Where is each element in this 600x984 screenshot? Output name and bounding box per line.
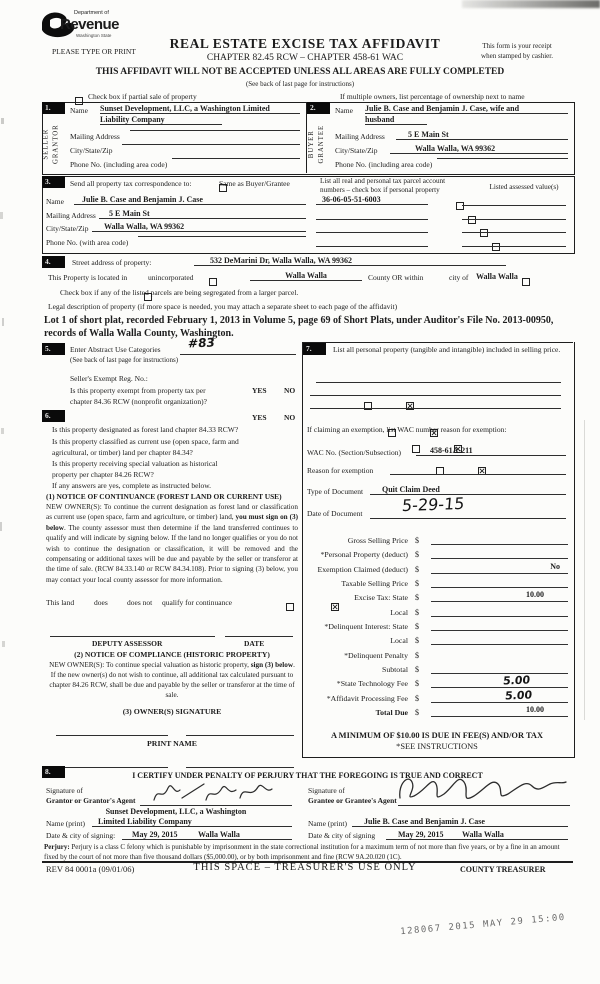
see-back-note: (See back of last page for instructions) xyxy=(245,80,355,88)
fee-label: Excise Tax: State xyxy=(354,593,408,602)
dollar-sign: $ xyxy=(415,608,419,617)
this-land-label: This land xyxy=(46,598,75,607)
dollar-sign: $ xyxy=(415,536,419,545)
scan-streak xyxy=(584,420,585,720)
fee-value-handwritten: 5.00 xyxy=(504,688,533,703)
seller-name-value-line1: Sunset Development, LLC, a Washington Limited xyxy=(100,104,300,114)
grantor-city-value: Walla Walla xyxy=(198,830,240,839)
same-as-label: Same as Buyer/Grantee xyxy=(219,179,290,188)
fee-value xyxy=(431,689,568,703)
scan-mark xyxy=(0,522,2,531)
fee-row-gross xyxy=(306,533,568,545)
buyer-mailing-label: Mailing Address xyxy=(335,132,385,141)
multiple-owners-note: If multiple owners, list percentage of ownership next to name xyxy=(340,92,525,101)
owner-signature-line-2[interactable] xyxy=(186,725,294,736)
section5-number: 5. xyxy=(42,343,65,355)
certify-statement: I CERTIFY UNDER PENALTY OF PERJURY THAT THE FOREGOING IS TRUE AND CORRECT xyxy=(132,771,483,780)
exempt-q-line1: Is this property exempt from property tax per xyxy=(70,386,206,395)
deputy-assessor-signature-line[interactable] xyxy=(50,626,215,637)
dollar-sign: $ xyxy=(415,565,419,574)
personal-property-line-2[interactable] xyxy=(310,385,561,396)
seller-name-label: Name xyxy=(70,106,88,115)
assessed-value-line-3[interactable] xyxy=(462,222,566,233)
please-type-label: PLEASE TYPE OR PRINT xyxy=(52,47,136,56)
land-does-checkbox[interactable] xyxy=(286,603,294,611)
s3-city-value: Walla Walla, WA 99362 xyxy=(92,222,306,232)
minimum-due-line1: A MINIMUM OF $10.00 IS DUE IN FEE(S) AND/OR TAX xyxy=(330,731,544,740)
section7-number: 7. xyxy=(303,343,326,355)
s5-yes-label: YES xyxy=(252,386,267,395)
city-of-label: city of xyxy=(449,273,469,282)
logo-state-text: Washington State xyxy=(76,33,112,38)
fee-row-delinquent-penalty xyxy=(306,648,568,660)
dollar-sign: $ xyxy=(415,651,419,660)
abstract-use-value: #83 xyxy=(187,335,216,351)
receipt-note-line2: when stamped by cashier. xyxy=(481,52,553,60)
fee-value[interactable] xyxy=(431,619,568,631)
fee-label: Exemption Claimed (deduct) xyxy=(317,565,408,574)
buyer-phone-value[interactable] xyxy=(437,158,568,159)
dollar-sign: $ xyxy=(415,679,419,688)
unincorporated-checkbox[interactable] xyxy=(209,278,217,286)
dollar-sign: $ xyxy=(415,622,419,631)
grantee-city-value: Walla Walla xyxy=(462,830,504,839)
s3-name-value: Julie B. Case and Benjamin J. Case xyxy=(74,195,306,205)
grantee-signature xyxy=(392,770,572,806)
logo-revenue-text: Revenue xyxy=(60,16,120,33)
dollar-sign: $ xyxy=(415,694,419,703)
seller-mailing-value[interactable] xyxy=(130,130,300,131)
buyer-city-label: City/State/Zip xyxy=(335,146,378,155)
grantor-sig-label-line2: Grantor or Grantor's Agent xyxy=(46,796,136,805)
doc-date-line[interactable] xyxy=(370,507,566,519)
doc-date-value: 5-29-15 xyxy=(401,493,466,516)
dollar-sign: $ xyxy=(415,665,419,674)
grantor-date-label: Date & city of signing: xyxy=(46,831,116,840)
fee-row-excise-local xyxy=(306,605,568,617)
reason-exemption-line[interactable] xyxy=(390,464,566,475)
fee-value[interactable] xyxy=(431,605,568,617)
fee-value: 10.00 xyxy=(431,705,568,717)
dollar-sign: $ xyxy=(415,593,419,602)
owners-signature-title: (3) OWNER(S) SIGNATURE xyxy=(122,707,222,716)
personal-property-label: List all personal property (tangible and intangible) included in selling price. xyxy=(333,345,561,354)
section6-number: 6. xyxy=(42,410,65,422)
fee-row-affidavit-processing xyxy=(306,688,568,703)
scan-smudge-top-right xyxy=(462,0,600,8)
grantee-sig-label-line2: Grantee or Grantee's Agent xyxy=(308,796,397,805)
assessed-header: Listed assessed value(s) xyxy=(489,183,559,191)
street-address-value: 532 DeMarini Dr, Walla Walla, WA 99362 xyxy=(194,256,506,266)
s5-see-back: (See back of last page for instructions) xyxy=(70,356,179,364)
seller-phone-value[interactable] xyxy=(172,158,300,159)
county-or-label: County OR within xyxy=(368,273,424,282)
s6-q3-line1: Is this property receiving special valuation as historical xyxy=(52,459,218,468)
form-subtitle: CHAPTER 82.45 RCW – CHAPTER 458-61 WAC xyxy=(206,53,404,63)
notice1-bold: you must sign on (3) below xyxy=(46,513,298,532)
fee-label: *Personal Property (deduct) xyxy=(320,550,408,559)
section7-box-top xyxy=(302,342,573,343)
legal-description-value: Lot 1 of short plat, recorded February 1, 2013 in Volume 5, page 69 of Short Plats, under Auditor's File No. 2013-00950, records of Walla Walla County, Washington. xyxy=(44,315,554,339)
scan-mark xyxy=(2,318,4,326)
parcel-header: List all real and personal tax parcel account numbers – check box if personal property xyxy=(320,177,446,194)
buyer-phone-label: Phone No. (including area code) xyxy=(335,160,433,169)
buyer-name-value-line1: Julie B. Case and Benjamin J. Case, wife and xyxy=(365,104,568,114)
scan-mark xyxy=(1,428,4,434)
parcel-number-1: 36-06-05-51-6003 xyxy=(316,195,428,205)
receipt-note-line1: This form is your receipt xyxy=(482,42,552,50)
owner-signature-line-1[interactable] xyxy=(56,725,168,736)
scan-mark xyxy=(2,641,5,647)
section8-number: 8. xyxy=(42,766,65,778)
owner-print-line-2[interactable] xyxy=(186,757,294,768)
fee-label: Local xyxy=(390,608,408,617)
partial-sale-label: Check box if partial sale of property xyxy=(88,92,197,101)
fee-value[interactable] xyxy=(431,533,568,545)
seller-city-value[interactable] xyxy=(122,144,300,145)
exemption-note: If claiming an exemption, list WAC number reason for exemption: xyxy=(307,425,507,434)
fee-row-total-due xyxy=(306,705,568,717)
assessed-value-line-2[interactable] xyxy=(462,209,566,220)
abstract-use-label: Enter Abstract Use Categories xyxy=(70,345,161,354)
seller-side-line1: SELLER xyxy=(42,128,50,160)
unincorporated-label: unincorporated xyxy=(148,273,194,282)
fee-row-excise-state xyxy=(306,590,568,602)
s3-mailing-label: Mailing Address xyxy=(46,211,96,220)
wac-label: WAC No. (Section/Subsection) xyxy=(307,448,401,457)
seller-phone-label: Phone No. (including area code) xyxy=(70,160,168,169)
grantor-name-print-label: Name (print) xyxy=(46,819,85,828)
fee-label: Gross Selling Price xyxy=(347,536,408,545)
section3-number: 3. xyxy=(42,176,65,188)
buyer-side-line2: GRANTEE xyxy=(318,124,325,164)
buyer-name-label: Name xyxy=(335,106,353,115)
s5-no-label: NO xyxy=(284,386,296,395)
assessed-value-line-4[interactable] xyxy=(462,236,566,247)
buyer-name-value-line2: husband xyxy=(365,115,427,125)
fee-value[interactable] xyxy=(431,576,568,588)
assessed-value-line-1[interactable] xyxy=(462,195,566,206)
fee-label: Total Due xyxy=(375,708,408,717)
notice1-post: . The county assessor must then determine if the land transferred continues to qualify and will indicate by signing below. If the land no longer qualifies or you do not wish to continue the designation or classification, it will be removed and the compensating or additional taxes will be due and payable by the seller or transferor at the time of sale. (RCW 84.33.140 or RCW 84.34.108). Prior to signing (3) below, you may contact your local county assessor for more information. xyxy=(46,523,298,584)
section2-number: 2. xyxy=(307,102,330,114)
county-treasurer-label: COUNTY TREASURER xyxy=(460,865,546,874)
fee-row-delinquent-interest-state xyxy=(306,619,568,631)
does-label: does xyxy=(94,598,108,607)
qualify-label: qualify for continuance xyxy=(162,598,232,607)
perjury-text: Perjury is a class C felony which is punishable by imprisonment in the state correctional institution for a maximum term of not more than five years, or by a fine in an amount fixed by the court of not more than five thousand dollars ($5,000.00), or by both imprisonment and fine (RCW 9A.20.020 (1C). xyxy=(44,843,560,861)
buyer-city-value: Walla Walla, WA 99362 xyxy=(390,144,568,154)
wac-value: 458-61A-211 xyxy=(416,446,566,456)
exempt-reg-label: Seller's Exempt Reg. No.: xyxy=(70,374,148,383)
fee-label: Subtotal xyxy=(382,665,408,674)
s6-q2-line1: Is this property classified as current use (open space, farm and xyxy=(52,437,239,446)
perjury-bold: Perjury: xyxy=(44,843,70,851)
fee-row-taxable xyxy=(306,576,568,588)
seller-city-label: City/State/Zip xyxy=(70,146,113,155)
grantor-sig-label-line1: Signature of xyxy=(46,786,83,795)
scan-mark xyxy=(1,118,4,124)
owner-print-line-1[interactable] xyxy=(56,757,168,768)
notice2-bold: sign (3) below xyxy=(250,661,294,669)
county-value: Walla Walla xyxy=(250,271,362,281)
s3-phone-label: Phone No. (with area code) xyxy=(46,238,129,247)
grantee-date-value: May 29, 2015 xyxy=(398,830,444,839)
s6-no-label: NO xyxy=(284,413,296,422)
perjury-note xyxy=(44,843,572,862)
grantee-date-label: Date & city of signing xyxy=(308,831,376,840)
form-warning: THIS AFFIDAVIT WILL NOT BE ACCEPTED UNLESS ALL AREAS ARE FULLY COMPLETED xyxy=(95,67,505,77)
fee-value[interactable] xyxy=(431,662,568,674)
notice2-post: . If the new owner(s) do not wish to continue, all additional tax calculated pursuant to chapter 84.26 RCW, shall be due and payable by the seller or transferor at the time of sale. xyxy=(49,661,295,699)
deputy-date-line[interactable] xyxy=(225,626,293,637)
segregated-label: Check box if any of the listed parcels are being segregated from a larger parcel. xyxy=(60,288,299,297)
seller-name-value-line2: Liability Company xyxy=(100,115,222,125)
grantee-sig-label-line1: Signature of xyxy=(308,786,345,795)
notice2-body xyxy=(46,660,298,700)
grantee-name-print-label: Name (print) xyxy=(308,819,347,828)
s6-q1: Is this property designated as forest land chapter 84.33 RCW? xyxy=(52,425,239,434)
fee-value[interactable] xyxy=(431,649,568,660)
notice1-body xyxy=(46,502,298,585)
s6-any-yes-note: If any answers are yes, complete as instructed below. xyxy=(52,481,212,490)
s3-phone-value[interactable] xyxy=(138,236,306,237)
dor-logo xyxy=(38,8,158,46)
notice2-pre: NEW OWNER(S): To continue special valuation as historic property, xyxy=(49,661,251,669)
s3-mailing-value: 5 E Main St xyxy=(99,209,306,219)
form-title: REAL ESTATE EXCISE TAX AFFIDAVIT xyxy=(169,36,441,51)
grantor-name-print-value: Limited Liability Company xyxy=(92,817,292,827)
grantor-signature xyxy=(148,778,278,806)
scan-mark xyxy=(0,212,3,219)
fee-row-personal-property xyxy=(306,547,568,559)
treasurer-space-label: THIS SPACE – TREASURER'S USE ONLY xyxy=(193,862,417,873)
parcel-number-line-4[interactable] xyxy=(316,236,428,247)
fee-row-exemption-claimed xyxy=(306,562,568,574)
correspondence-label: Send all property tax correspondence to: xyxy=(70,179,192,188)
does-not-label: does not xyxy=(127,598,153,607)
fee-value-handwritten: 5.00 xyxy=(502,673,531,688)
buyer-side-line1: BUYER xyxy=(307,129,315,159)
notice1-title: (1) NOTICE OF CONTINUANCE (FOREST LAND OR CURRENT USE) xyxy=(46,492,282,501)
fee-value[interactable] xyxy=(431,633,568,645)
city-of-checkbox[interactable] xyxy=(522,278,530,286)
deputy-date-label: DATE xyxy=(244,639,265,648)
minimum-due-line2: *SEE INSTRUCTIONS xyxy=(396,742,478,751)
parcel-number-line-3[interactable] xyxy=(316,222,428,233)
legal-description-label: Legal description of property (if more space is needed, you may attach a separate sheet to each page of the affidavit) xyxy=(48,302,398,311)
fee-row-delinquent-interest-local xyxy=(306,633,568,645)
buyer-mailing-value: 5 E Main St xyxy=(396,130,568,140)
exempt-q-line2: chapter 84.36 RCW (nonprofit organization)? xyxy=(70,397,207,406)
logo-dept-text: Department of xyxy=(74,10,109,16)
located-prefix: This Property is located in xyxy=(48,273,128,282)
fee-value xyxy=(431,674,568,688)
doc-type-value: Quit Claim Deed xyxy=(370,485,566,495)
personal-property-line-1[interactable] xyxy=(316,372,561,383)
city-of-value: Walla Walla xyxy=(476,272,518,281)
notice2-title: (2) NOTICE OF COMPLIANCE (HISTORIC PROPERTY) xyxy=(74,650,270,659)
dollar-sign: $ xyxy=(415,579,419,588)
fee-value: No xyxy=(431,562,568,574)
fee-value[interactable] xyxy=(431,547,568,559)
fee-value: 10.00 xyxy=(431,590,568,602)
fee-label: *Delinquent Interest: State xyxy=(324,622,408,631)
fee-label: *Affidavit Processing Fee xyxy=(326,694,408,703)
s6-q2-line2: agricultural, or timber) land per chapter 84.34? xyxy=(52,448,193,457)
cashier-stamp: 128067 2015 MAY 29 15:00 xyxy=(399,912,567,938)
seller-side-line2: GRANTOR xyxy=(53,124,61,164)
s6-yes-label: YES xyxy=(252,413,267,422)
fee-row-subtotal xyxy=(306,662,568,674)
buyer-side-label xyxy=(307,116,327,172)
print-name-label: PRINT NAME xyxy=(147,739,197,748)
parcel-number-line-2[interactable] xyxy=(316,209,428,220)
fee-label: *Delinquent Penalty xyxy=(344,651,408,660)
section1-number: 1. xyxy=(42,102,65,114)
doc-type-label: Type of Document xyxy=(307,487,364,496)
fee-label: *State Technology Fee xyxy=(336,679,408,688)
section4-number: 4. xyxy=(42,256,65,268)
notice1-pre: NEW OWNER(S): To continue the current designation as forest land or classification as current use (open space, farm and agriculture, or timber) land, xyxy=(46,503,298,522)
dollar-sign: $ xyxy=(415,636,419,645)
s3-city-label: City/State/Zip xyxy=(46,224,89,233)
s6-q3-line2: property per chapter 84.26 RCW? xyxy=(52,470,154,479)
fee-label: Local xyxy=(390,636,408,645)
fee-row-state-technology xyxy=(306,673,568,688)
personal-property-line-3[interactable] xyxy=(310,398,561,409)
s3-name-label: Name xyxy=(46,197,64,206)
deputy-assessor-label: DEPUTY ASSESSOR xyxy=(92,639,163,648)
seller-side-label xyxy=(42,116,62,172)
rev-form-number: REV 84 0001a (09/01/06) xyxy=(46,864,135,874)
fee-label: Taxable Selling Price xyxy=(341,579,408,588)
dollar-sign: $ xyxy=(415,708,419,717)
seller-mailing-label: Mailing Address xyxy=(70,132,120,141)
dollar-sign: $ xyxy=(415,550,419,559)
grantor-date-value: May 29, 2015 xyxy=(132,830,178,839)
reason-exemption-label: Reason for exemption xyxy=(307,466,374,475)
grantor-company-line: Sunset Development, LLC, a Washington xyxy=(105,807,247,816)
grantee-name-print-value: Julie B. Case and Benjamin J. Case xyxy=(352,817,568,827)
street-address-label: Street address of property: xyxy=(72,258,152,267)
doc-date-label: Date of Document xyxy=(307,509,363,518)
